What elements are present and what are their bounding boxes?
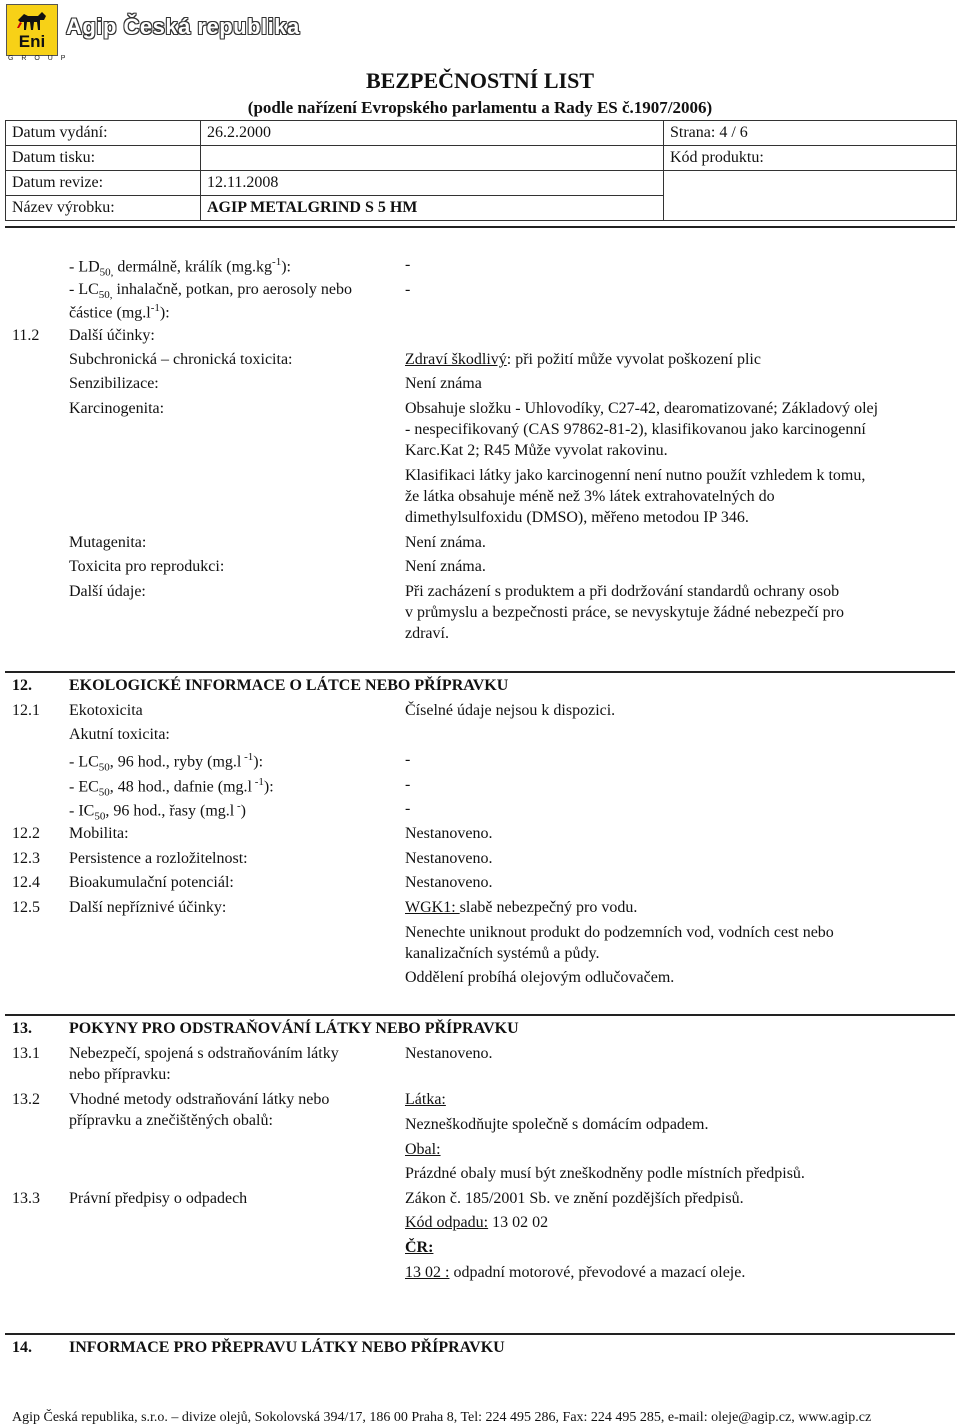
substance-value: Nezneškodňujte společně s domácím odpadem. [405, 1116, 709, 1133]
ecotoxicity-value: Číselné údaje nejsou k dispozici. [405, 702, 616, 719]
carcinogenicity-line-6: dimethylsulfoxidu (DMSO), měřeno metodou IP 346. [405, 509, 749, 526]
subchronic-label: Subchronická – chronická toxicita: [69, 351, 293, 368]
carcinogenicity-line-5: že látka obsahuje méně než 3% látek extrahovatelných do [405, 488, 775, 505]
sensitization-label: Senzibilizace: [69, 375, 159, 392]
sensitization-value: Není známa [405, 375, 482, 392]
additional-info-line-2: v průmyslu a bezpečnosti práce, se nevyskytuje žádné nebezpečí pro [405, 604, 844, 621]
waste-category: 13 02 : odpadní motorové, převodové a mazací oleje. [405, 1264, 746, 1281]
additional-info-line-1: Při zacházení s produktem a při dodržování standardů ochrany osob [405, 583, 840, 600]
print-label: Datum tisku: [6, 146, 201, 171]
bioaccumulation-label: Bioakumulační potenciál: [69, 874, 234, 891]
section-13-number: 13. [12, 1020, 32, 1037]
disposal-hazard-value: Nestanoveno. [405, 1045, 493, 1062]
substance-label: Látka: [405, 1091, 446, 1108]
revision-label: Datum revize: [6, 171, 201, 196]
section-12-3-number: 12.3 [12, 850, 40, 867]
section-12-rule [5, 671, 955, 673]
section-11-2-number: 11.2 [12, 327, 40, 344]
persistence-label: Persistence a rozložitelnost: [69, 850, 248, 867]
packaging-label: Obal: [405, 1141, 441, 1158]
eni-logo [6, 4, 58, 56]
disposal-hazard-line-2: nebo přípravku: [69, 1066, 171, 1083]
issue-value: 26.2.2000 [201, 121, 664, 146]
additional-info-line-3: zdraví. [405, 625, 449, 642]
adverse-effects-line-4: Oddělení probíhá olejovým odlučovačem. [405, 969, 675, 986]
logo-group-text: G R O U P [8, 55, 69, 62]
section-13-2-number: 13.2 [12, 1091, 40, 1108]
header-table [5, 120, 957, 221]
adverse-effects-line-3: kanalizačních systémů a půdy. [405, 945, 600, 962]
other-effects-label: Další účinky: [69, 327, 155, 344]
reproduction-value: Není známa. [405, 558, 486, 575]
product-code-label: Kód produktu: [664, 146, 957, 171]
adverse-effects-value: WGK1: slabě nebezpečný pro vodu. [405, 899, 638, 916]
additional-info-label: Další údaje: [69, 583, 146, 600]
bioaccumulation-value: Nestanoveno. [405, 874, 493, 891]
carcinogenicity-line-2: - nespecifikovaný (CAS 97862-81-2), klasifikovanou jako karcinogenní [405, 421, 866, 438]
section-13-1-number: 13.1 [12, 1045, 40, 1062]
section-13-3-number: 13.3 [12, 1190, 40, 1207]
section-13-title: POKYNY PRO ODSTRAŇOVÁNÍ LÁTKY NEBO PŘÍPRAVKU [69, 1020, 519, 1037]
acute-toxicity-label: Akutní toxicita: [69, 726, 170, 743]
waste-code: Kód odpadu: 13 02 02 [405, 1214, 549, 1231]
section-12-1-number: 12.1 [12, 702, 40, 719]
section-12-4-number: 12.4 [12, 874, 40, 891]
waste-law-value: Zákon č. 185/2001 Sb. ve znění pozdějších předpisů. [405, 1190, 744, 1207]
adverse-effects-label: Další nepříznivé účinky: [69, 899, 227, 916]
section-13-rule [5, 1014, 955, 1016]
reproduction-label: Toxicita pro reprodukci: [69, 558, 225, 575]
ic50-algae-value: - [405, 800, 411, 817]
header-blank [664, 171, 957, 221]
product-name-value: AGIP METALGRIND S 5 HM [201, 196, 664, 221]
disposal-hazard-line-1: Nebezpečí, spojená s odstraňováním látky [69, 1045, 339, 1062]
print-value [201, 146, 664, 171]
ic50-algae: - $IC_{50}$, 96 hod., řasy (mg.l -) [69, 800, 246, 823]
page-number: Strana: 4 / 6 [664, 121, 957, 146]
ecotoxicity-label: Ekotoxicita [69, 702, 143, 719]
lc50-fish: - $LC_{50}$, 96 hod., ryby (mg.l $^{-1}$): [69, 751, 264, 774]
waste-law-label: Právní předpisy o odpadech [69, 1190, 248, 1207]
section-14-title: INFORMACE PRO PŘEPRAVU LÁTKY NEBO PŘÍPRAVKU [69, 1339, 505, 1356]
disposal-methods-line-1: Vhodné metody odstraňování látky nebo [69, 1091, 330, 1108]
subchronic-value: Zdraví škodlivý: při požití může vyvolat poškození plic [405, 351, 761, 368]
persistence-value: Nestanoveno. [405, 850, 493, 867]
revision-value: 12.11.2008 [201, 171, 664, 196]
mobility-value: Nestanoveno. [405, 825, 493, 842]
section-14-rule [5, 1333, 955, 1335]
adverse-effects-line-2: Nenechte uniknout produkt do podzemních vod, vodních cest nebo [405, 924, 834, 941]
ec50-daphnia-value: - [405, 776, 411, 793]
mutagenicity-value: Není známa. [405, 534, 486, 551]
header-rule [5, 226, 955, 228]
six-legged-dog-icon [16, 10, 48, 32]
section-14-number: 14. [12, 1339, 32, 1356]
lc50-fish-value: - [405, 751, 411, 768]
carcinogenicity-line-1: Obsahuje složku - Uhlovodíky, C27-42, dearomatizované; Základový olej [405, 400, 879, 417]
section-12-title: EKOLOGICKÉ INFORMACE O LÁTCE NEBO PŘÍPRAVKU [69, 677, 509, 694]
document-subtitle: (podle nařízení Evropského parlamentu a Rady ES č.1907/2006) [247, 98, 713, 117]
footer-contact: Agip Česká republika, s.r.o. – divize olejů, Sokolovská 394/17, 186 00 Praha 8, Tel: 224 495 286, Fax: 224 495 285, e-mail: oleje@agip.cz, www.agip.cz [12, 1410, 872, 1425]
section-12-5-number: 12.5 [12, 899, 40, 916]
issue-label: Datum vydání: [6, 121, 201, 146]
lc50-inhalation: - $LC_{50,}$ inhalačně, potkan, pro aerosoly nebo [69, 281, 353, 302]
ld50-value: - [405, 256, 411, 273]
section-12-2-number: 12.2 [12, 825, 40, 842]
product-name-label: Název výrobku: [6, 196, 201, 221]
carcinogenicity-label: Karcinogenita: [69, 400, 165, 417]
carcinogenicity-line-3: Karc.Kat 2; R45 Může vyvolat rakovinu. [405, 442, 668, 459]
document-title: BEZPEČNOSTNÍ LIST [365, 68, 595, 93]
carcinogenicity-line-4: Klasifikaci látky jako karcinogenní není nutno použít vzhledem k tomu, [405, 467, 866, 484]
logo-brand: Eni [18, 32, 46, 51]
mutagenicity-label: Mutagenita: [69, 534, 147, 551]
ld50-dermal: - $LD_{50,}$ dermálně, králík $(mg.kg^{-1})$: [69, 256, 291, 279]
mobility-label: Mobilita: [69, 825, 129, 842]
company-name: Agip Česká republika [66, 14, 300, 39]
packaging-value: Prázdné obaly musí být zneškodněny podle místních předpisů. [405, 1165, 805, 1182]
section-12-number: 12. [12, 677, 32, 694]
disposal-methods-line-2: přípravku a znečištěných obalů: [69, 1112, 273, 1129]
lc50-inhalation-cont: částice $(mg.l^{-1})$: [69, 302, 170, 322]
czech-republic-label: ČR: [405, 1239, 434, 1256]
lc50-value: - [405, 281, 411, 298]
ec50-daphnia: - $EC_{50}$, 48 hod., dafnie (mg.l $^{-1}$): [69, 776, 274, 799]
